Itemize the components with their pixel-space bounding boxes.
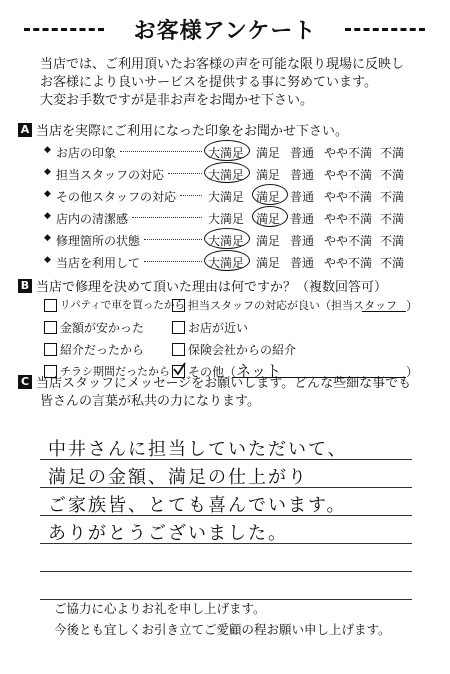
rating-option[interactable]: 普通 bbox=[290, 168, 315, 182]
section-b-letter: B bbox=[18, 279, 32, 293]
rating-label: 店内の清潔感 bbox=[56, 212, 129, 226]
title-dashes-right bbox=[345, 28, 425, 31]
leader-dots bbox=[144, 239, 202, 240]
rating-option[interactable]: 普通 bbox=[290, 212, 315, 226]
checkbox-label: リパティで車を買ったから bbox=[60, 299, 185, 311]
intro-line: 当店では、ご利用頂いたお客様の声を可能な限り現場に反映し bbox=[40, 57, 405, 72]
checklist-row bbox=[44, 296, 444, 318]
section-b-heading bbox=[18, 276, 387, 295]
checkbox-insurance[interactable] bbox=[172, 343, 185, 356]
checkbox-store-near[interactable] bbox=[172, 321, 185, 334]
intro-text bbox=[40, 56, 430, 110]
rating-option[interactable]: 満足 bbox=[256, 146, 281, 160]
rating-option[interactable]: 不満 bbox=[380, 190, 405, 204]
message-line bbox=[40, 460, 412, 488]
rating-option[interactable]: 普通 bbox=[290, 190, 315, 204]
diamond-bullet-icon: ◆ bbox=[44, 145, 51, 155]
message-lines[interactable] bbox=[40, 432, 412, 600]
checkbox-label: 金額が安かった bbox=[60, 321, 145, 335]
handwritten-text: ご家族皆、とても喜んでいます。 bbox=[48, 495, 347, 516]
rating-option[interactable]: やや不満 bbox=[324, 168, 373, 182]
rating-option[interactable]: 不満 bbox=[380, 146, 405, 160]
message-line bbox=[40, 516, 412, 544]
rating-row bbox=[44, 252, 444, 274]
rating-option[interactable]: 不満 bbox=[380, 256, 405, 270]
leader-dots bbox=[120, 151, 202, 152]
leader-dots bbox=[144, 261, 202, 262]
rating-option[interactable]: 満足 bbox=[256, 168, 281, 182]
rating-option[interactable]: 満足 bbox=[256, 212, 281, 226]
section-c-subtitle: 皆さんの言葉が私共の力になります。 bbox=[40, 394, 260, 409]
other-reason-answer[interactable]: ネット bbox=[236, 362, 282, 380]
footer-line: 今後とも宜しくお引き立てご愛顧の程お願い申し上げます。 bbox=[54, 622, 391, 637]
leader-dots bbox=[132, 217, 202, 218]
section-c-title: 当店スタッフにメッセージをお願いします。どんな些細な事でも bbox=[36, 376, 412, 391]
reason-checklist bbox=[44, 296, 444, 384]
section-a-letter: A bbox=[18, 123, 32, 137]
checkbox-cheap-price[interactable] bbox=[44, 321, 57, 334]
diamond-bullet-icon: ◆ bbox=[44, 211, 51, 221]
rating-table bbox=[44, 142, 444, 274]
checkbox-bought-car[interactable] bbox=[44, 299, 57, 312]
rating-option[interactable]: やや不満 bbox=[324, 190, 373, 204]
rating-option[interactable]: 大満足 bbox=[208, 190, 245, 204]
selected-circle bbox=[252, 206, 288, 227]
title-area bbox=[0, 12, 450, 46]
section-c-heading bbox=[18, 372, 411, 391]
checkbox-label: 紹介だったから bbox=[60, 343, 145, 357]
rating-label: お店の印象 bbox=[56, 146, 117, 160]
rating-option[interactable]: 普通 bbox=[290, 234, 315, 248]
rating-option[interactable]: やや不満 bbox=[324, 146, 373, 160]
diamond-bullet-icon: ◆ bbox=[44, 189, 51, 199]
rating-option[interactable]: 大満足 bbox=[208, 168, 245, 182]
checklist-row bbox=[44, 318, 444, 340]
intro-line: 大変お手数ですが是非お声をお聞かせ下さい。 bbox=[40, 93, 314, 108]
rating-label: 修理箇所の状態 bbox=[56, 234, 141, 248]
message-line bbox=[40, 432, 412, 460]
leader-dots bbox=[180, 195, 202, 196]
diamond-bullet-icon: ◆ bbox=[44, 255, 51, 265]
rating-option[interactable]: 大満足 bbox=[208, 256, 245, 270]
section-c-letter: C bbox=[18, 375, 32, 389]
rating-label: 担当スタッフの対応 bbox=[56, 168, 165, 182]
message-line bbox=[40, 544, 412, 572]
section-b-title: 当店で修理を決めて頂いた理由は何ですか？（複数回答可） bbox=[36, 280, 388, 295]
checkbox-label: 保険会社からの紹介 bbox=[188, 343, 297, 357]
rating-option[interactable]: 普通 bbox=[290, 146, 315, 160]
message-line bbox=[40, 572, 412, 600]
rating-option[interactable]: 不満 bbox=[380, 234, 405, 248]
handwritten-text: 中井さんに担当していただいて、 bbox=[48, 439, 348, 460]
selected-circle bbox=[252, 184, 288, 205]
checkbox-label: 担当スタッフの対応が良い（担当スタッフ bbox=[188, 299, 397, 312]
handwritten-text: ありがとうございました。 bbox=[48, 523, 288, 544]
rating-row bbox=[44, 230, 444, 252]
rating-option[interactable]: 不満 bbox=[380, 168, 405, 182]
rating-option[interactable]: 不満 bbox=[380, 212, 405, 226]
selected-circle bbox=[204, 228, 250, 249]
rating-option[interactable]: やや不満 bbox=[324, 212, 373, 226]
rating-option[interactable]: 大満足 bbox=[208, 212, 245, 226]
paren-close: ） bbox=[406, 365, 419, 379]
rating-row bbox=[44, 186, 444, 208]
checkbox-referral[interactable] bbox=[44, 343, 57, 356]
section-a-heading bbox=[18, 120, 348, 139]
footer-line: ご協力に心よりお礼を申し上げます。 bbox=[54, 601, 266, 616]
rating-row bbox=[44, 208, 444, 230]
rating-row bbox=[44, 164, 444, 186]
rating-option[interactable]: 大満足 bbox=[208, 234, 245, 248]
rating-option[interactable]: 満足 bbox=[256, 234, 281, 248]
message-line bbox=[40, 488, 412, 516]
checkbox-label: お店が近い bbox=[188, 321, 249, 335]
rating-option[interactable]: 満足 bbox=[256, 190, 281, 204]
rating-label: 当店を利用して bbox=[56, 256, 141, 270]
selected-circle bbox=[204, 162, 250, 183]
rating-option[interactable]: 大満足 bbox=[208, 146, 245, 160]
selected-circle bbox=[204, 140, 250, 161]
rating-option[interactable]: 満足 bbox=[256, 256, 281, 270]
checkbox-staff-good[interactable] bbox=[172, 299, 185, 312]
paren-close: ） bbox=[406, 299, 419, 313]
footer-text bbox=[54, 598, 391, 640]
intro-line: お客様により良いサービスを提供する事に努めています。 bbox=[40, 75, 377, 90]
rating-row bbox=[44, 142, 444, 164]
rating-label: その他スタッフの対応 bbox=[56, 190, 177, 204]
selected-circle bbox=[204, 250, 250, 271]
leader-dots bbox=[168, 173, 202, 174]
checkbox-label: チラシ期間だったから bbox=[60, 365, 170, 378]
checklist-row bbox=[44, 340, 444, 362]
staff-name-line[interactable] bbox=[362, 311, 406, 312]
section-a-title: 当店を実際にご利用になった印象をお聞かせ下さい。 bbox=[36, 124, 349, 139]
diamond-bullet-icon: ◆ bbox=[44, 233, 51, 243]
diamond-bullet-icon: ◆ bbox=[44, 167, 51, 177]
handwritten-text: 満足の金額、満足の仕上がり bbox=[48, 467, 308, 488]
rating-option[interactable]: 普通 bbox=[290, 256, 315, 270]
rating-option[interactable]: やや不満 bbox=[324, 234, 373, 248]
rating-option[interactable]: やや不満 bbox=[324, 256, 373, 270]
checkbox-label: その他（ bbox=[188, 365, 237, 379]
page-title: お客様アンケート bbox=[133, 19, 317, 44]
